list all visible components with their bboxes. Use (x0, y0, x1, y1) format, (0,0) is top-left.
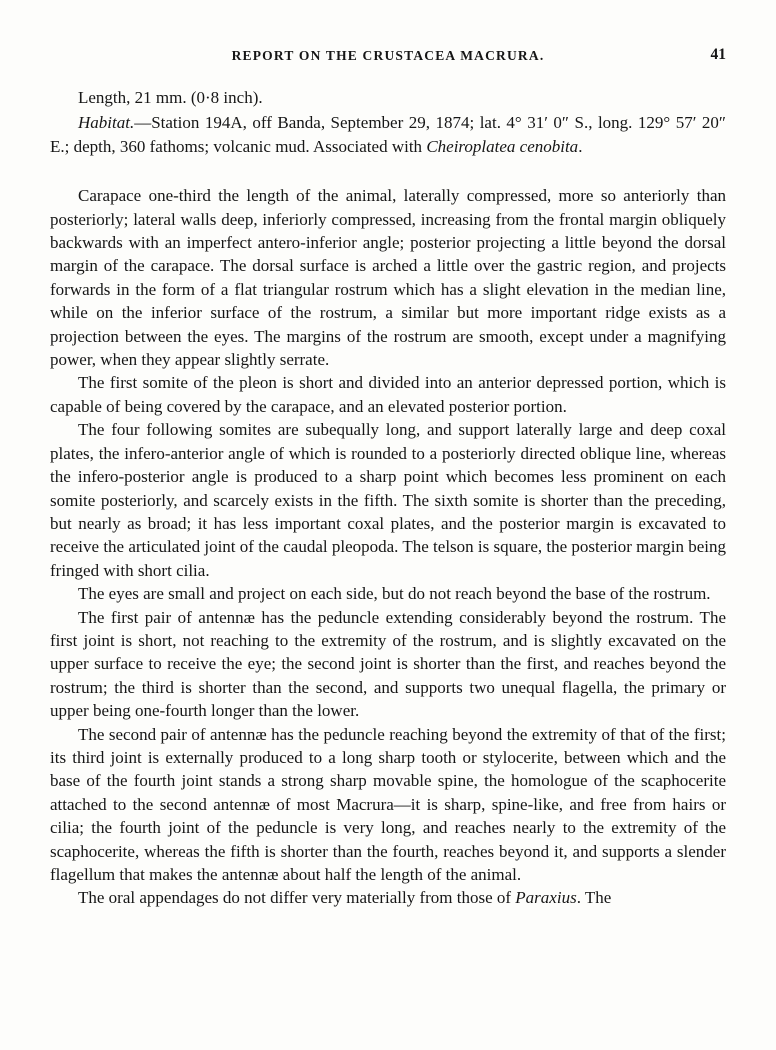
length-line: Length, 21 mm. (0·8 inch). (78, 88, 263, 107)
second-antennae-paragraph: The second pair of antennæ has the peduncle reaching beyond the extremity of that of the first; its third joint is externally produced to a long sharp tooth or stylocerite, between which and the base of the fourth joint stands a strong sharp movable spine, the homologue of the scaphocerite attached to the second antennæ of most Macrura—it is sharp, spine-like, and free from hairs or cilia; the fourth joint of the peduncle is very long, and reaches nearly to the extremity of the scaphocerite, whereas the fifth is shorter than the fourth, reaches beyond it, and supports a slender flagellum that makes the antennæ about half the length of the animal. (50, 724, 726, 884)
page-number: 41 (710, 46, 726, 63)
habitat-paragraph (50, 111, 726, 158)
habitat-species: Cheiroplatea cenobita (426, 136, 579, 156)
habitat-label: Habitat. (78, 113, 135, 133)
oral-genus: Paraxius (515, 888, 577, 908)
four-somites-paragraph: The four following somites are subequally long, and support laterally large and deep coxal plates, the infero-anterior angle of which is rounded to a posteriorly directed oblique line, whereas the infero-posterior angle is produced to a sharp point which becomes less prominent on each somite posteriorly, and scarcely exists in the fifth. The sixth somite is shorter than the preceding, but nearly as broad; it has less important coxal plates, and the posterior margin is excavated to receive the articulated joint of the caudal pleopoda. The telson is square, the posterior margin being fringed with short cilia. (50, 420, 726, 580)
running-title: REPORT ON THE CRUSTACEA MACRURA. (231, 48, 545, 63)
oral-start: The oral appendages do not differ very materially from those of (78, 888, 516, 908)
body-text (50, 86, 726, 910)
habitat-end: . (578, 136, 583, 156)
habitat-text: —Station 194A, off Banda, September 29, 1874; lat. 4° 31′ 0″ S., long. 129° 57′ 20″ E.; depth, 360 fathoms; volcanic mud. Associated with (50, 113, 726, 156)
oral-end: . The (576, 888, 612, 908)
eyes-paragraph: The eyes are small and project on each side, but do not reach beyond the base of the rostrum. (78, 584, 711, 604)
oral-appendages-paragraph (50, 886, 726, 909)
carapace-paragraph: Carapace one-third the length of the animal, laterally compressed, more so anteriorly than posteriorly; lateral walls deep, inferiorly compressed, increasing from the frontal margin obliquely backwards with an imperfect antero-inferior angle; posterior projecting a little beyond the dorsal margin of the carapace. The dorsal surface is arched a little over the gastric region, and projects forwards in the form of a flat triangular rostrum which has a slight elevation in the median line, while on the inferior surface of the rostrum, a similar but more important ridge exists as a projection between the eyes. The margins of the rostrum are smooth, except under a magnifying power, when they appear slightly serrate. (50, 186, 726, 370)
first-antennae-paragraph: The first pair of antennæ has the peduncle extending considerably beyond the rostrum. The first joint is short, not reaching to the extremity of the rostrum, and is slightly excavated on the upper surface to receive the eye; the second joint is shorter than the first, and reaches beyond the rostrum; the third is shorter than the second, and supports two unequal flagella, the primary or upper being one-fourth longer than the lower. (50, 607, 726, 721)
first-somite-paragraph: The first somite of the pleon is short and divided into an anterior depressed portion, which is capable of being covered by the carapace, and an elevated posterior portion. (50, 373, 726, 416)
page-header (50, 40, 726, 66)
